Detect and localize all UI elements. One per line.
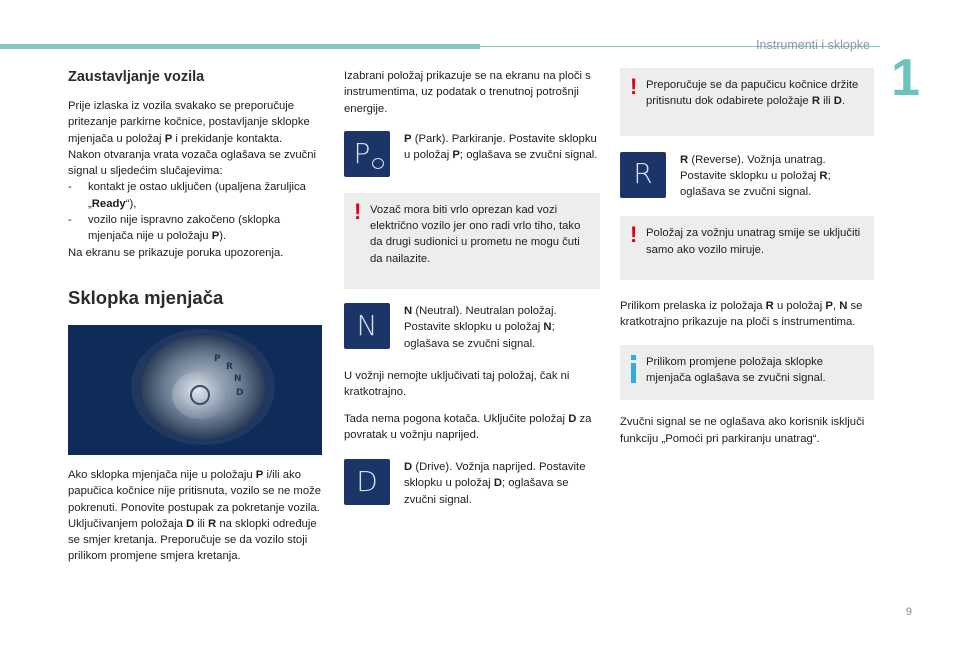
warning-icon: ! [630, 222, 638, 248]
gear-item-reverse [620, 152, 874, 201]
heading-gear-selector: Sklopka mjenjača [68, 286, 224, 308]
gear-n-description: N (Neutral). Neutralan položaj. Postavite sklopku u položaj N; oglašava se zvučni signal. [404, 305, 557, 350]
chapter-number: 1 [891, 49, 920, 107]
warning-box: ! Položaj za vožnju unatrag smije se uključiti samo ako vozilo miruje. [620, 216, 874, 280]
gear-p-icon: P [344, 131, 390, 177]
gear-d-icon: D [344, 459, 390, 505]
gear-r-description: R (Reverse). Vožnja unatrag. Postavite sklopku u položaj R; oglašava se zvučni signal. [680, 153, 831, 199]
paragraph: Zvučni signal se ne oglašava ako korisnik isključi funkciju „Pomoći pri parkiranju unatrag“. [620, 416, 865, 445]
paragraph: Uključivanjem položaja D ili R na sklopki određuje se smjer kretanja. Preporučuje se da vozilo stoji prilikom promjene smjera kretanja. [68, 517, 317, 563]
paragraph: Ako sklopka mjenjača nije u položaju P i/ili ako papučica kočnice nije pritisnuta, vozilo se ne može pokrenuti. Ponovite postupak za pokretanje vozila. [68, 468, 322, 514]
paragraph: Izabrani položaj prikazuje se na ekranu na ploči s instrumentima, uz podatak o trenutnoj potrošnji energije. [344, 70, 591, 115]
gear-item-neutral [344, 303, 600, 352]
section-title: Instrumenti i sklopke [756, 38, 870, 52]
paragraph: Tada nema pogona kotača. Uključite položaj D za povratak u vožnju naprijed. [344, 412, 592, 441]
column-3 [620, 68, 874, 457]
warning-box: ! Preporučuje se da papučicu kočnice držite pritisnutu dok odabirete položaje R ili D. [620, 68, 874, 136]
warning-icon: ! [354, 198, 362, 224]
gear-p-description: P (Park). Parkiranje. Postavite sklopku u položaj P; oglašava se zvučni signal. [404, 132, 598, 162]
gear-item-park [344, 131, 600, 177]
photo-letter-p: P [214, 353, 221, 364]
info-icon [631, 355, 636, 383]
warning-box: ! Vozač mora biti vrlo oprezan kad vozi električno vozilo jer ono radi vrlo tiho, tako da drugi sudionici u prometu ne mogu čuti da nailazite. [344, 193, 600, 289]
column-2 [344, 68, 600, 524]
header-accent-bar [0, 44, 480, 49]
page-number: 9 [905, 606, 912, 618]
column-1 [68, 68, 322, 575]
paragraph: Na ekranu se prikazuje poruka upozorenja. [68, 246, 284, 259]
list-item: - vozilo nije ispravno zakočeno (sklopka mjenjača nije u položaju P). [68, 214, 281, 243]
gear-selector-illustration [68, 325, 322, 455]
photo-letter-r: R [226, 361, 233, 372]
warning-icon: ! [630, 74, 638, 99]
list-item: - kontakt je ostao uključen (upaljena žaruljica „Ready“), [68, 181, 306, 210]
gear-n-icon: N [344, 303, 390, 349]
gear-r-icon: R [620, 152, 666, 198]
photo-letter-d: D [236, 387, 244, 398]
heading-stopping-vehicle: Zaustavljanje vozila [68, 69, 205, 85]
info-box: Prilikom promjene položaja sklopke mjenjača oglašava se zvučni signal. [620, 345, 874, 401]
gear-selector-photo [68, 325, 322, 455]
gear-item-drive [344, 459, 600, 508]
gear-d-description: D (Drive). Vožnja naprijed. Postavite sklopku u položaj D; oglašava se zvučni signal. [404, 461, 586, 506]
paragraph: Prije izlaska iz vozila svakako se preporučuje pritezanje parkirne kočnice, postavljanje sklopke mjenjača u položaj P i prekidanje kontakta. Nakon otvaranja vrata vozača oglašava se zvučni signal u sljedećim slučajevima: [68, 100, 317, 178]
paragraph: U vožnji nemojte uključivati taj položaj, čak ni kratkotrajno. [344, 369, 570, 399]
paragraph: Prilikom prelaska iz položaja R u položaj P, N se kratkotrajno prikazuje na ploči s instrumentima. [620, 300, 863, 329]
photo-letter-n: N [234, 373, 242, 384]
